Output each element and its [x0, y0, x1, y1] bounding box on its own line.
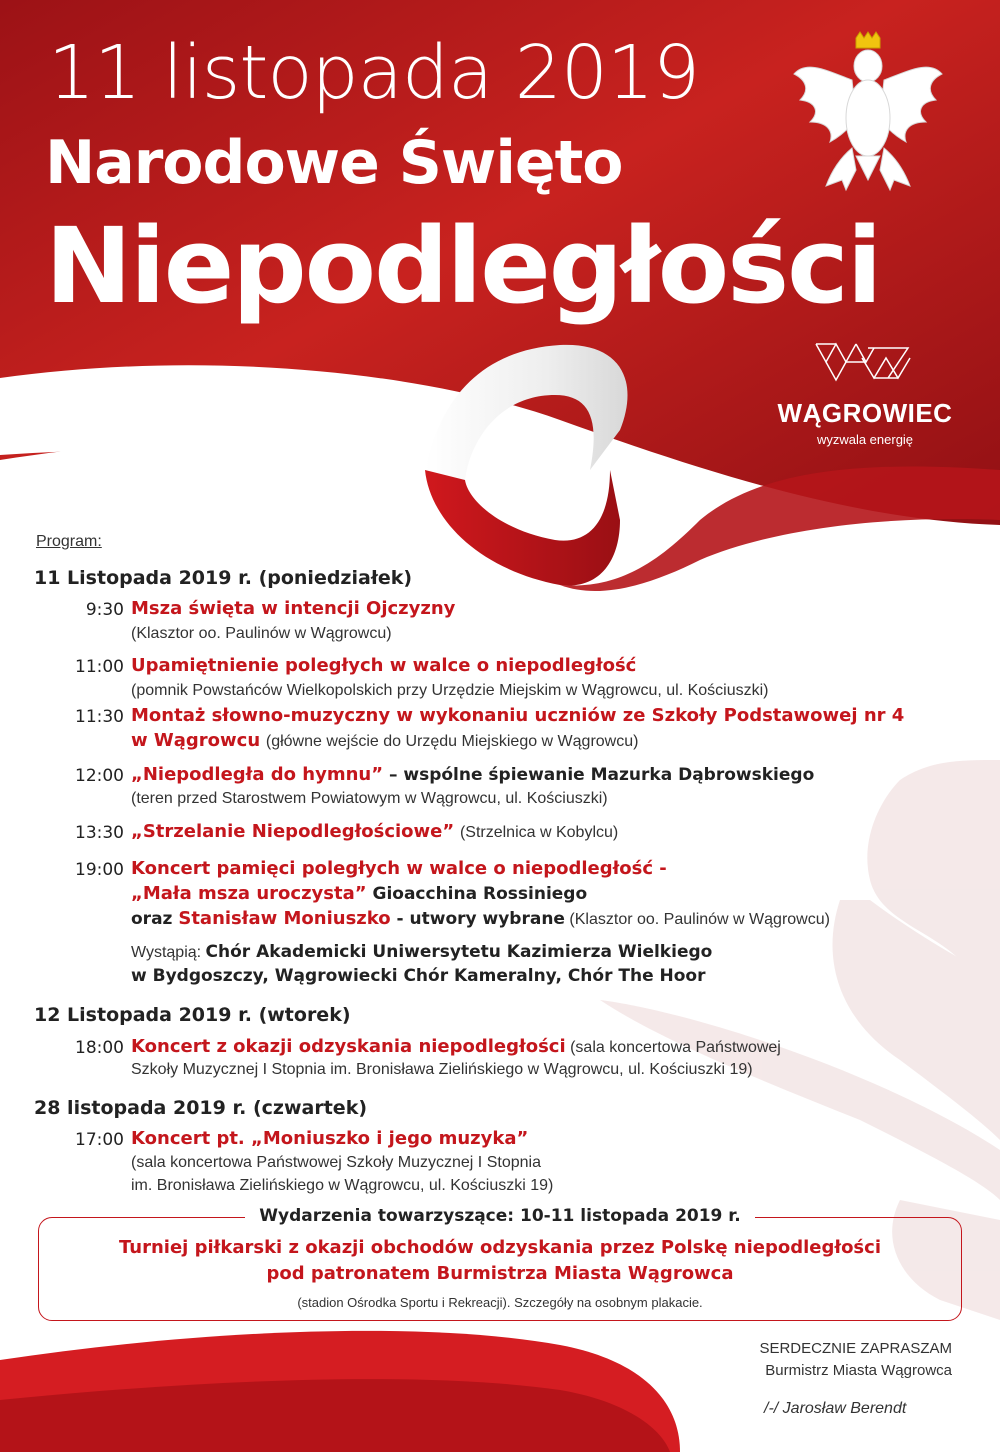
- performers-line-1: [131, 941, 712, 962]
- event-title-part: Stanisław Moniuszko: [178, 908, 391, 929]
- event-title: Montaż słowno-muzyczny w wykonaniu uczniów ze Szkoły Podstawowej nr 4: [131, 705, 905, 726]
- event-title: Koncert pamięci poległych w walce o niepodległość -: [131, 858, 667, 879]
- program-label: Program:: [36, 533, 102, 550]
- event-title: Koncert pt. „Moniuszko i jego muzyka”: [131, 1128, 529, 1149]
- performers: Chór Akademicki Uniwersytetu Kazimierza Wielkiego: [205, 942, 713, 962]
- city-slogan: wyzwala energię: [816, 432, 914, 447]
- event-time: 19:00: [75, 860, 124, 880]
- event-location: (główne wejście do Urzędu Miejskiego w Wągrowcu): [265, 733, 639, 750]
- event-description: – wspólne śpiewanie Mazurka Dąbrowskiego: [383, 765, 815, 785]
- event-time: 11:00: [75, 657, 124, 677]
- day-heading-1: 11 Listopada 2019 r. (poniedziałek): [34, 567, 413, 589]
- title-line-2: Niepodległości: [45, 205, 881, 327]
- performers-label: Wystąpią:: [131, 944, 206, 961]
- event-time: 17:00: [75, 1130, 124, 1150]
- event-title-part: „Mała msza uroczysta”: [131, 883, 367, 904]
- event-title: Upamiętnienie poległych w walce o niepodległość: [131, 655, 637, 676]
- event-description: - utwory wybrane: [390, 909, 565, 929]
- event-time: 18:00: [75, 1038, 124, 1058]
- event-time: 11:30: [75, 707, 124, 727]
- event-location: (sala koncertowa Państwowej Szkoły Muzycznej I Stopnia: [131, 1154, 541, 1171]
- event-location: (sala koncertowa Państwowej: [565, 1039, 781, 1056]
- event-location: Szkoły Muzycznej I Stopnia im. Bronisława Zielińskiego w Wągrowcu, ul. Kościuszki 19): [131, 1061, 753, 1078]
- title-line-1: Narodowe Święto: [45, 128, 623, 198]
- side-events-heading: [0, 1206, 1000, 1226]
- event-title-line: [131, 1036, 781, 1057]
- event-location: (Strzelnica w Kobylcu): [459, 824, 619, 841]
- event-location: (Klasztor oo. Paulinów w Wągrowcu): [131, 625, 392, 642]
- event-title: „Strzelanie Niepodległościowe”: [131, 821, 455, 842]
- event-time: 12:00: [75, 766, 124, 786]
- invitation-text: SERDECZNIE ZAPRASZAM: [759, 1340, 952, 1357]
- performers-line-2: w Bydgoszczy, Wągrowiecki Chór Kameralny, Chór The Hoor: [131, 966, 706, 986]
- event-title-line-3: [131, 908, 830, 929]
- event-time: 13:30: [75, 823, 124, 843]
- city-logo-icon: [812, 338, 912, 386]
- side-events-note: (stadion Ośrodka Sportu i Rekreacji). Szczegóły na osobnym plakacie.: [297, 1295, 703, 1310]
- event-title-line: [131, 821, 618, 842]
- event-composer: Gioacchina Rossiniego: [366, 884, 588, 904]
- event-conjunction: oraz: [131, 909, 179, 929]
- event-title: „Niepodległa do hymnu”: [131, 764, 384, 785]
- city-name: WĄGROWIEC: [777, 398, 953, 428]
- event-location: (teren przed Starostwem Powiatowym w Wągrowcu, ul. Kościuszki): [131, 790, 608, 807]
- event-location-continued: im. Bronisława Zielińskiego w Wągrowcu, ul. Kościuszki 19): [131, 1177, 554, 1194]
- side-events-heading-text: Wydarzenia towarzyszące: 10-11 listopada 2019 r.: [245, 1206, 754, 1226]
- event-time: 9:30: [85, 600, 124, 620]
- signature-role: Burmistrz Miasta Wągrowca: [765, 1362, 952, 1379]
- white-eagle-icon: [786, 30, 946, 198]
- date-line: 11 listopada 2019: [48, 30, 700, 116]
- event-location: (pomnik Powstańców Wielkopolskich przy Urzędzie Miejskim w Wągrowcu, ul. Kościuszki): [131, 682, 769, 699]
- event-title-continued: [131, 730, 638, 751]
- signature-name: /-/ Jarosław Berendt: [764, 1400, 907, 1417]
- day-heading-3: 28 listopada 2019 r. (czwartek): [34, 1097, 368, 1119]
- event-title-line: [131, 764, 814, 785]
- side-events-line-2: pod patronatem Burmistrza Miasta Wągrowca: [266, 1263, 734, 1284]
- event-title: Msza święta w intencji Ojczyzny: [131, 598, 456, 619]
- day-heading-2: 12 Listopada 2019 r. (wtorek): [34, 1004, 351, 1026]
- event-title-part: w Wągrowcu: [131, 730, 261, 751]
- event-location: (Klasztor oo. Paulinów w Wągrowcu): [564, 911, 830, 928]
- side-events-line-1: Turniej piłkarski z okazji obchodów odzyskania przez Polskę niepodległości: [119, 1237, 881, 1258]
- event-title-line-2: [131, 883, 587, 904]
- event-title: Koncert z okazji odzyskania niepodległości: [131, 1036, 566, 1057]
